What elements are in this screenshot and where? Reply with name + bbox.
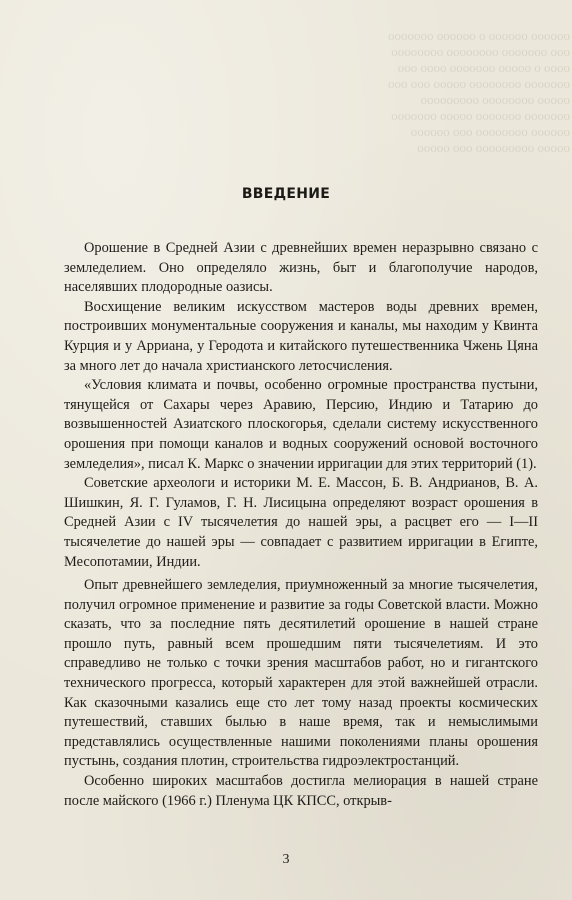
page-number: 3: [282, 852, 290, 867]
paragraph: Восхищение великим искусством мастеров воды древних времен, построивших монументальные сооружения и каналы, мы находим у Квинта Курция и у Арриана, у Геродота и китайского путешественника Чжень Цяна за много лет до начала христианского летосчисления.: [64, 298, 538, 374]
paragraph: Орошение в Средней Азии с древнейших времен неразрывно связано с земледелием. Оно определяло жизнь, быт и благополучие народов, населявших плодородные оазисы.: [64, 240, 538, 296]
paragraph: «Условия климата и почвы, особенно огромные пространства пустыни, тянущейся от Сахары через Аравию, Персию, Индию и Татарию до возвышенностей Азиатского плоскогорья, сделали систему искусственного орошения при помощи каналов и водных сооружений основой восточного земледелия», писал К. Маркс о значении ирригации для этих территорий (1).: [64, 377, 538, 472]
body-text: [64, 239, 538, 811]
paragraph: Особенно широких масштабов достигла мелиорация в нашей стране после майского (1966 г.) Пленума ЦК КПСС, открыв-: [64, 773, 538, 809]
paragraph: Опыт древнейшего земледелия, приумноженный за многие тысячелетия, получил огромное применение и развитие за годы Советской власти. Можно сказать, что за последние пять десятилетий орошение в нашей стране прошло путь, равный всем прошедшим пяти тысячелетиям. И это справедливо не только с точки зрения масштабов работ, но и гигантского технического прогресса, который характерен для этой важнейшей отрасли. Как сказочными казались еще сто лет тому назад проекты космических путешествий, ставших былью в наше время, так и немыслимыми представлялись осуществленные нашими поколениями планы орошения пустынь, создания плотин, строительства гидроэлектростанций.: [64, 577, 538, 770]
bleed-through-text: оооооо оооооо о оооооо ооооооо ооо ооооооо оооооооо оооооооо оооо о ооооо ооооооо оооо ооо ооооооо оооооооо ооооо ооо ооо ооооо оооооооо ооооооооо ооооооо ооооооо ооооо ооооооо оооооо оооооооо ооо оооооо ооооо ооооооооо ооо ооооо: [388, 28, 570, 155]
chapter-title: ВВЕДЕНИЕ: [241, 186, 331, 202]
paragraph: Советские археологи и историки М. Е. Массон, Б. В. Андрианов, В. А. Шишкин, Я. Г. Гуламов, Г. Н. Лисицына определяют возраст орошения в Средней Азии с IV тысячелетия до нашей эры, а расцвет его — I—II тысячелетие до нашей эры — совпадает с развитием ирригации в Египте, Месопотамии, Индии.: [64, 475, 538, 570]
